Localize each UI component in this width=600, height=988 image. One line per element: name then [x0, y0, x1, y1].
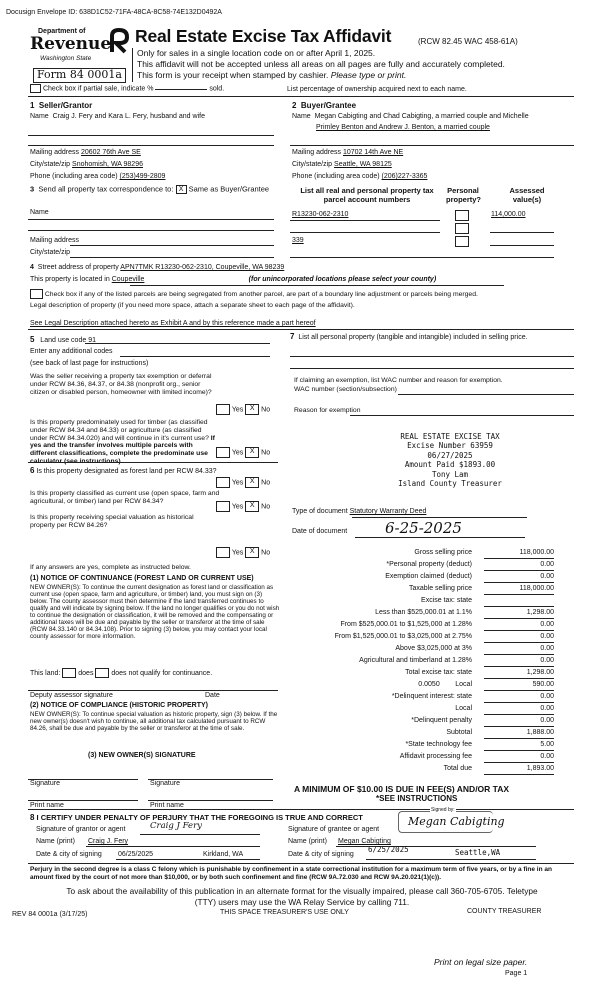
tax-row-value[interactable]: 0.00: [484, 633, 554, 643]
dept-line1: Department of: [38, 28, 86, 35]
tax-row-label: Total due: [443, 765, 472, 772]
grantor-date-label: Date & city of signing: [36, 851, 102, 858]
dept-line2: Revenue: [30, 34, 112, 54]
deputy-date-label: Date: [205, 692, 220, 699]
personal-checkbox-1[interactable]: [455, 210, 469, 221]
owner-print-label-1: Print name: [30, 802, 64, 809]
tax-row-value[interactable]: 1,888.00: [484, 729, 554, 739]
parcel-number-2[interactable]: 339: [292, 237, 304, 244]
doc-type[interactable]: Statutory Warranty Deed: [349, 508, 427, 515]
dor-emblem-icon: [108, 28, 130, 54]
s6-q3-answers: Yes X No: [216, 547, 270, 558]
seller-phone-row: Phone (including area code) (253)499-2809: [30, 173, 166, 180]
form-number: Form 84 0001a: [33, 68, 126, 83]
seller-name-row: Name Craig J. Fery and Kara L. Fery, husband and wife: [30, 113, 205, 120]
s6-q1-no[interactable]: X: [245, 477, 259, 488]
tax-row-label: *Personal property (deduct): [386, 561, 472, 568]
s6-q2-answers: Yes X No: [216, 501, 270, 512]
tax-row-label: Taxable selling price: [408, 585, 472, 592]
section1-heading: 1 Seller/Grantor: [30, 101, 93, 110]
tax-row-label: Gross selling price: [414, 549, 472, 556]
section3-row: 3 Send all property tax correspondence to: X Same as Buyer/Grantee: [30, 184, 270, 194]
s6-q2-no[interactable]: X: [245, 501, 259, 512]
tax-row-label: Above $3,025,000 at 3%: [395, 645, 472, 652]
tax-row: [292, 609, 554, 620]
tax-row-label: Local: [455, 705, 472, 712]
this-land-row: This land: does does not qualify for continuance.: [30, 669, 213, 677]
rev-number: REV 84 0001a (3/17/25): [12, 911, 88, 918]
tax-row: [292, 645, 554, 656]
personal-col-header: Personal property?: [446, 186, 482, 204]
tax-row-label: From $525,000.01 to $1,525,000 at 1.28%: [340, 621, 472, 628]
tax-row: [292, 621, 554, 632]
tax-row: [292, 657, 554, 668]
s5-q2-yes[interactable]: [216, 447, 230, 458]
tax-row: [292, 753, 554, 764]
tax-row: [292, 633, 554, 644]
legal-desc-label: Legal description of property (if you need more space, attach a separate sheet to each page of the affidavit).: [30, 302, 355, 309]
list-percentage-note: List percentage of ownership acquired next to each name.: [287, 86, 467, 93]
dept-line3: Washington State: [40, 55, 92, 62]
grantee-name[interactable]: Megan Cabigting: [338, 838, 391, 845]
seller-name[interactable]: Craig J. Fery and Kara L. Fery, husband and wife: [52, 113, 205, 120]
s6-q1-answers: Yes X No: [216, 477, 270, 488]
personal-checkbox-3[interactable]: [455, 236, 469, 247]
certify-heading: 8 I CERTIFY UNDER PENALTY OF PERJURY THAT THE FOREGOING IS TRUE AND CORRECT: [30, 813, 363, 822]
tax-row: [292, 561, 554, 572]
s3-name-label: Name: [30, 209, 49, 216]
s6-q1: 6 Is this property designated as forest land per RCW 84.33?: [30, 466, 217, 475]
owner-print-label-2: Print name: [150, 802, 184, 809]
tax-row-value[interactable]: 5.00: [484, 741, 554, 751]
assessed-col-header: Assessed value(s): [509, 186, 545, 204]
tax-row-label: Agricultural and timberland at 1.28%: [359, 657, 472, 664]
seller-city-row: City/state/zip Snohomish, WA 98296: [30, 161, 143, 168]
seller-mail[interactable]: 20602 76th Ave SE: [80, 149, 141, 156]
s3-city-label: City/state/zip: [30, 249, 71, 256]
treasurer-stamp: REAL ESTATE EXCISE TAX Excise Number 63959 06/27/2025 Amount Paid $1893.00 Tony Lam Island County Treasurer: [398, 432, 502, 488]
tax-row: [292, 729, 554, 740]
s5-q1-no[interactable]: X: [245, 404, 259, 415]
tax-row: [292, 705, 554, 716]
tax-row: [292, 585, 554, 596]
tax-row-value[interactable]: 0.00: [484, 657, 554, 667]
notice1-heading: (1) NOTICE OF CONTINUANCE (FOREST LAND OR CURRENT USE): [30, 575, 254, 582]
s3-mail-label: Mailing address: [30, 237, 80, 244]
buyer-phone[interactable]: (206)227-3365: [381, 173, 428, 180]
grantee-date-label: Date & city of signing: [288, 851, 354, 858]
tax-row: [292, 741, 554, 752]
s6-q3: Is this property receiving special valuation as historical property per RCW 84.26?: [30, 514, 194, 529]
tax-row: [292, 669, 554, 680]
tax-row-value[interactable]: 0.00: [484, 645, 554, 655]
tax-row-value[interactable]: 0.00: [484, 621, 554, 631]
partial-sale-checkbox[interactable]: [30, 84, 41, 93]
buyer-mail-row: Mailing address 10702 14th Ave NE: [292, 149, 404, 156]
tax-row-value[interactable]: 1,298.00: [484, 669, 554, 679]
grantee-signature[interactable]: Megan Cabigting: [408, 815, 505, 828]
grantor-sig-label: Signature of grantor or agent: [36, 826, 126, 833]
tax-row: [292, 693, 554, 704]
tax-row-label: Exemption claimed (deduct): [385, 573, 472, 580]
exemption-note: If claiming an exemption, list WAC number and reason for exemption.: [294, 377, 503, 384]
tax-row-label: Subtotal: [446, 729, 472, 736]
tax-row-value[interactable]: 118,000.00: [484, 549, 554, 559]
s5-q2: Is this property predominately used for timber (as classified under RCW 84.34 and 84.33) or agriculture (as classified under RCW 84.34.020) and will continue in it's current use? If yes and the transfer involves multiple parcels with different classifications, complete the predominate use calculator (see instructions): [30, 419, 215, 466]
located-row: This property is located in Coupeville (for unincorporated locations please select your county): [30, 276, 437, 283]
segregation-row: Check box if any of the listed parcels are being segregated from another parcel, are part of a boundary line adjustment or parcels being merged.: [30, 289, 478, 299]
buyer-city[interactable]: Seattle, WA 98125: [334, 161, 392, 168]
grantee-sig-label: Signature of grantee or agent: [288, 826, 380, 833]
grantor-signature[interactable]: Craig J Fery: [150, 821, 202, 831]
envelope-id: Docusign Envelope ID: 638D1C52-71FA-48CA-8C58-74E132D0492A: [6, 9, 222, 16]
signed-by-label: Signed by:: [431, 807, 455, 813]
s5-q1: Was the seller receiving a property tax exemption or deferral under RCW 84.36, 84.37, or 84.38 (nonprofit org., senior citizen or disabled person, homeowner with limited income)?: [30, 373, 212, 396]
land-does-checkbox[interactable]: [62, 668, 76, 678]
tax-row: [292, 681, 554, 692]
seller-mail-row: Mailing address 20602 76th Ave SE: [30, 149, 141, 156]
page-number: Page 1: [505, 970, 528, 977]
tax-row: [292, 717, 554, 728]
perjury-note: Perjury in the second degree is a class C felony which is punishable by confinement in a state correctional institution for a maximum term of five years, or by a fine in an amount fixed by the court of not more than $10,000, or by both such confinement and fine (RCW 9A.72.030 and RCW 9A.20.021(1)(c)).: [30, 866, 552, 881]
if-yes-note: If any answers are yes, complete as instructed below.: [30, 564, 191, 571]
tax-row-value[interactable]: 0.00: [484, 717, 554, 727]
tax-row-label: Excise tax: state: [421, 597, 472, 604]
buyer-city-row: City/state/zip Seattle, WA 98125: [292, 161, 392, 168]
treasurer-only: THIS SPACE TREASURER'S USE ONLY: [220, 909, 349, 916]
property-address[interactable]: APN7TMK R13230-062-2310, Coupeville, WA 98239: [120, 264, 285, 271]
notice3-heading: (3) NEW OWNER(S) SIGNATURE: [88, 752, 196, 759]
grantor-date[interactable]: 06/25/2025: [118, 851, 154, 858]
subtitle-1: Only for sales in a single location code on or after April 1, 2025.: [137, 48, 376, 58]
parcel-col-header: List all real and personal property tax parcel account numbers: [300, 186, 434, 204]
deputy-sig-label: Deputy assessor signature: [30, 692, 113, 699]
tax-row-label: *Delinquent interest: state: [391, 693, 472, 700]
grantee-city[interactable]: Seattle,WA: [455, 848, 501, 857]
wac-label: WAC number (section/subsection): [294, 386, 397, 393]
personal-checkbox-2[interactable]: [455, 223, 469, 234]
tax-row-value[interactable]: 0.00: [484, 693, 554, 703]
land-use-row: 5 Land use code 91: [30, 335, 96, 344]
legal-size-note: Print on legal size paper.: [434, 957, 528, 967]
seller-city[interactable]: Snohomish, WA 98296: [72, 161, 143, 168]
section4-address-row: 4 Street address of property APN7TMK R13230-062-2310, Coupeville, WA 98239: [30, 264, 285, 271]
doc-date[interactable]: 6-25-2025: [385, 519, 462, 537]
s5-q2-no[interactable]: X: [245, 447, 259, 458]
tax-row: [292, 765, 554, 776]
additional-codes-label: Enter any additional codes: [30, 348, 113, 355]
tax-row-label: *State technology fee: [405, 741, 472, 748]
notice2-text: NEW OWNER(S): To continue special valuation as historic property, sign (3) below. If the new owner(s) doesn't wish to continue, all additional tax calculated pursuant to RCW 84.26, shall be due and payable by the seller or transferor at the time of sale.: [30, 711, 278, 733]
tax-row-label: From $1,525,000.01 to $3,025,000 at 2.75%: [334, 633, 472, 640]
notice1-text: NEW OWNER(S): To continue the current designation as forest land or classification as current use (open space, farm and agriculture, or timber) land, you must sign on (3) below. The county assessor must then determine if the land transferred continues to qualify and will indicate by signing below. If the land no longer qualifies or you do not wish to continue the designation or classification, it will be removed and the compensating or additional taxes will be due and payable by the seller or transferor at the time of sale (RCW 84.33.140 or 84.34.108). Prior to signing (3) below, you may contact your local county assessor for more information.: [30, 584, 280, 641]
buyer-mail[interactable]: 10702 14th Ave NE: [342, 149, 404, 156]
s5-q1-answers: Yes X No: [216, 404, 270, 415]
section2-heading: 2 Buyer/Grantee: [292, 101, 357, 110]
buyer-name-row: Name Megan Cabigting and Chad Cabigting, a married couple and Michelle: [292, 113, 529, 120]
reason-label: Reason for exemption: [294, 407, 361, 414]
seller-phone[interactable]: (253)499-2809: [119, 173, 166, 180]
tax-row-value[interactable]: [484, 597, 554, 607]
see-back-note: (see back of last page for instructions): [30, 360, 149, 367]
tax-row-value[interactable]: 0.00: [484, 573, 554, 583]
tax-row-label: 0.0050 Local: [418, 681, 472, 688]
owner-signature-label-1: Signature: [30, 780, 60, 787]
grantor-city[interactable]: Kirkland, WA: [203, 851, 244, 858]
grantee-date[interactable]: 6/25/2025: [368, 845, 409, 854]
section7-text: 7 List all personal property (tangible and intangible) included in selling price.: [290, 332, 528, 341]
tax-row-value[interactable]: 118,000.00: [484, 585, 554, 595]
tax-row: [292, 549, 554, 560]
assessed-value[interactable]: 114,000.00: [491, 211, 526, 218]
s6-q1-yes[interactable]: [216, 477, 230, 488]
partial-sale-row: Check box if partial sale, indicate % sold.: [30, 84, 224, 93]
grantor-name[interactable]: Craig J. Fery: [88, 838, 129, 845]
s6-q2: Is this property classified as current use (open space, farm and agricultural, or timber) land per RCW 84.34?: [30, 490, 220, 505]
tax-row-value[interactable]: 0.00: [484, 561, 554, 571]
alt-format-1: To ask about the availability of this publication in an alternate format for the visually impaired, please call 360-705-6705. Teletype: [66, 886, 538, 896]
notice2-heading: (2) NOTICE OF COMPLIANCE (HISTORIC PROPERTY): [30, 702, 208, 709]
tax-row-label: *Delinquent penalty: [411, 717, 472, 724]
subtitle-3: This form is your receipt when stamped by cashier. Please type or print.: [137, 70, 407, 80]
form-title-ref: (RCW 82.45 WAC 458-61A): [418, 37, 518, 46]
county-treasurer: COUNTY TREASURER: [467, 908, 542, 915]
s6-q2-yes[interactable]: [216, 501, 230, 512]
buyer-name-2[interactable]: Primley Benton and Andrew J. Benton, a married couple: [316, 124, 490, 131]
form-title: Real Estate Excise Tax Affidavit: [135, 26, 392, 46]
owner-signature-label-2: Signature: [150, 780, 180, 787]
tax-row-label: Total excise tax: state: [405, 669, 472, 676]
tax-row-value[interactable]: 1,298.00: [484, 609, 554, 619]
tax-row: [292, 597, 554, 608]
tax-row-value[interactable]: 0.00: [484, 753, 554, 763]
subtitle-2: This affidavit will not be accepted unless all areas on all pages are fully and accurately completed.: [137, 59, 505, 69]
located-in[interactable]: Coupeville: [111, 276, 145, 283]
grantor-name-label: Name (print): [36, 838, 75, 845]
buyer-phone-row: Phone (including area code) (206)227-3365: [292, 173, 428, 180]
minimum-fee-note: A MINIMUM OF $10.00 IS DUE IN FEE(S) AND/OR TAX: [294, 784, 510, 794]
buyer-name-1[interactable]: Megan Cabigting and Chad Cabigting, a married couple and Michelle: [314, 113, 529, 120]
tax-row-value[interactable]: 1,893.00: [484, 765, 554, 775]
s5-q1-yes[interactable]: [216, 404, 230, 415]
alt-format-2: (TTY) users may use the WA Relay Service by calling 711.: [194, 897, 410, 907]
doc-type-row: Type of document Statutory Warranty Deed: [292, 508, 427, 515]
dor-logo: [30, 28, 130, 66]
same-as-buyer-checkbox[interactable]: X: [176, 185, 187, 194]
tax-row-label: Less than $525,000.01 at 1.1%: [375, 609, 472, 616]
segregation-checkbox[interactable]: [30, 289, 43, 299]
see-instructions: *SEE INSTRUCTIONS: [376, 794, 458, 803]
legal-description[interactable]: See Legal Description attached hereto as Exhibit A and by this reference made a part hereof: [30, 320, 316, 327]
s6-q3-no[interactable]: X: [245, 547, 259, 558]
doc-date-label: Date of document: [292, 528, 348, 535]
s6-q3-yes[interactable]: [216, 547, 230, 558]
tax-row-value[interactable]: 590.00: [484, 681, 554, 691]
land-does-not-checkbox[interactable]: [95, 668, 109, 678]
tax-row: [292, 573, 554, 584]
s5-q2-answers: Yes X No: [216, 447, 270, 458]
tax-row-value[interactable]: 0.00: [484, 705, 554, 715]
grantee-name-label: Name (print): [288, 838, 327, 845]
land-use-code[interactable]: 91: [88, 337, 96, 344]
tax-row-label: Affidavit processing fee: [399, 753, 472, 760]
parcel-number[interactable]: R13230-062-2310: [292, 211, 349, 218]
